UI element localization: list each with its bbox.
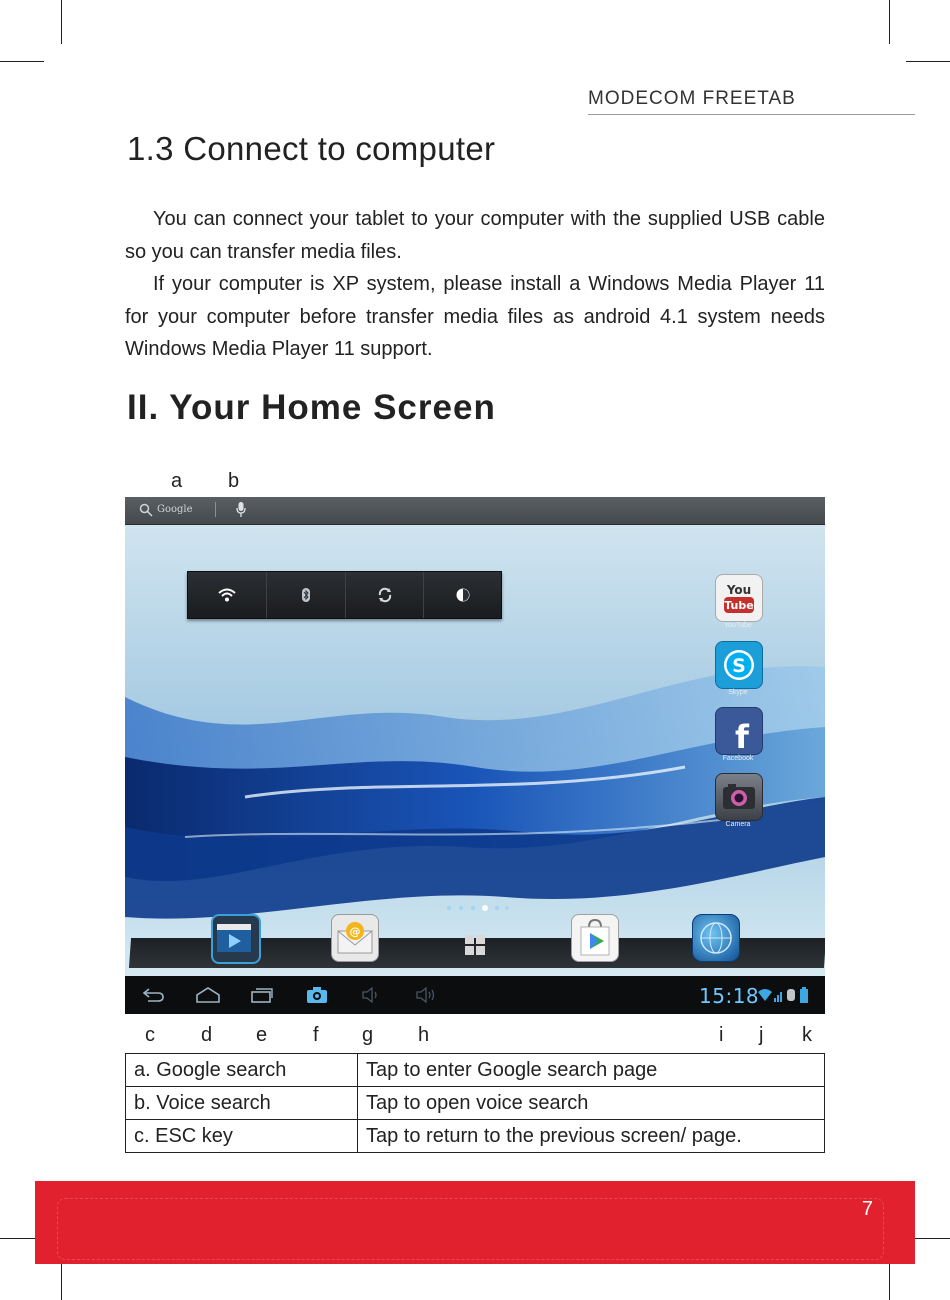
app-drawer-icon — [464, 934, 486, 958]
browser-icon — [693, 915, 739, 961]
email-icon — [332, 915, 378, 961]
facebook-label: Facebook — [722, 755, 754, 762]
clock: 15:18 — [699, 984, 760, 1008]
table-row — [126, 1054, 825, 1087]
callout-c: c — [145, 1024, 155, 1046]
movie-studio-app-button[interactable] — [211, 914, 261, 964]
search-separator — [215, 502, 216, 517]
top-bar — [125, 497, 825, 525]
wifi-icon — [218, 588, 236, 602]
callout-a: a — [171, 470, 183, 492]
callout-e: e — [256, 1024, 268, 1046]
screenshot-camera-icon[interactable] — [305, 985, 329, 1005]
camera-label: Camera — [725, 821, 751, 828]
youtube-icon — [716, 575, 762, 621]
email-app-button[interactable] — [331, 914, 379, 962]
footer-decoration — [57, 1198, 884, 1260]
browser-app-button[interactable] — [692, 914, 740, 962]
legend-description: Tap to open voice search — [358, 1087, 825, 1120]
legend-key: a. Google search — [126, 1054, 358, 1087]
paragraph-xp-text: If your computer is XP system, please install a Windows Media Player 11 for your computer before transfer media files as android 4.1 system needs Windows Media Player 11 support. — [125, 273, 825, 360]
home-screen-screenshot — [125, 497, 825, 1014]
wifi-toggle[interactable] — [188, 572, 266, 618]
home-icon[interactable] — [195, 986, 221, 1004]
facebook-app-button[interactable] — [715, 707, 763, 755]
svg-text:@: @ — [349, 925, 361, 938]
legend-description: Tap to return to the previous screen/ page. — [358, 1120, 825, 1153]
legend-key: b. Voice search — [126, 1087, 358, 1120]
facebook-icon — [716, 708, 762, 754]
recent-apps-icon[interactable] — [250, 986, 274, 1004]
callout-f: f — [313, 1024, 319, 1046]
skype-app-button[interactable] — [715, 641, 763, 689]
paragraph-connect-text: You can connect your tablet to your computer with the supplied USB cable so you can transfer media files. — [125, 208, 825, 263]
crop-mark — [906, 61, 950, 62]
callout-g: g — [362, 1024, 374, 1046]
sync-icon — [377, 587, 393, 603]
svg-text:You: You — [726, 583, 752, 597]
movie-studio-icon — [213, 916, 255, 958]
callout-d: d — [201, 1024, 213, 1046]
callout-h: h — [418, 1024, 430, 1046]
volume-up-icon[interactable] — [415, 987, 437, 1003]
legend-key: c. ESC key — [126, 1120, 358, 1153]
crop-mark — [889, 0, 890, 44]
crop-mark — [61, 0, 62, 44]
callout-j: j — [759, 1024, 764, 1046]
page-indicator — [445, 904, 509, 912]
callout-i: i — [719, 1024, 724, 1046]
youtube-app-button[interactable] — [715, 574, 763, 622]
brightness-icon — [455, 587, 471, 603]
bluetooth-status-icon — [787, 988, 795, 1002]
svg-text:S: S — [732, 655, 746, 677]
table-row — [126, 1087, 825, 1120]
system-bar — [125, 976, 825, 1014]
callout-b: b — [228, 470, 240, 492]
wifi-status-icon — [757, 988, 773, 1002]
paragraph-xp — [125, 268, 825, 366]
quick-settings-widget — [187, 571, 502, 619]
svg-text:Tube: Tube — [724, 599, 754, 612]
sync-toggle[interactable] — [345, 572, 424, 618]
table-row — [126, 1120, 825, 1153]
play-store-icon — [572, 915, 618, 961]
section-title: 1.3 Connect to computer — [127, 130, 496, 167]
youtube-label: YouTube — [724, 622, 752, 629]
svg-text:f: f — [735, 718, 749, 754]
footer-band — [35, 1181, 915, 1264]
legend-description: Tap to enter Google search page — [358, 1054, 825, 1087]
signal-icon — [774, 990, 784, 1002]
skype-label: Skype — [728, 689, 748, 696]
camera-app-button[interactable] — [715, 773, 763, 821]
camera-icon — [716, 774, 762, 820]
paragraph-connect — [125, 203, 825, 268]
google-search-button[interactable] — [137, 500, 221, 520]
brightness-toggle[interactable] — [423, 572, 502, 618]
search-icon — [139, 503, 153, 517]
page-number: 7 — [861, 1198, 873, 1220]
bluetooth-toggle[interactable] — [266, 572, 345, 618]
brand-header: MODECOM FREETAB — [588, 88, 915, 115]
callout-k: k — [802, 1024, 812, 1046]
legend-table — [125, 1053, 825, 1153]
play-store-app-button[interactable] — [571, 914, 619, 962]
chapter-title: II. Your Home Screen — [127, 388, 496, 427]
back-arrow-icon[interactable] — [142, 986, 166, 1004]
google-search-label: Google — [157, 504, 193, 515]
voice-search-mic-icon[interactable] — [235, 501, 247, 519]
volume-down-icon[interactable] — [361, 987, 381, 1003]
crop-mark — [0, 61, 44, 62]
app-drawer-button[interactable] — [464, 934, 486, 958]
skype-icon — [716, 642, 762, 688]
battery-icon — [799, 987, 809, 1003]
bluetooth-icon — [301, 588, 311, 602]
